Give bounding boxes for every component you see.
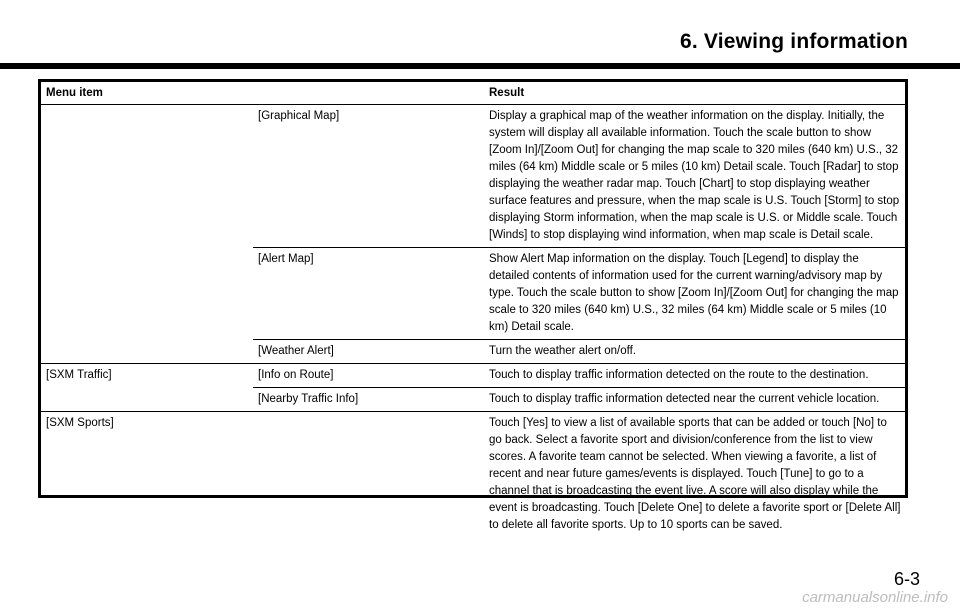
header-rule [0,63,960,69]
result-cell: Touch [Yes] to view a list of available sports that can be added or touch [No] to go back. Select a favorite sport and division/conference from the list to view scores. A favorite team cannot be selected. When viewing a favorite, a list of recent and near future games/events is displayed. Touch [Tune] to go to a channel that is broadcasting the event live. A score will also display while the event is broadcasting. Touch [Delete One] to delete a favorite sport or [Delete All] to delete all favorite sports. Up to 10 sports can be saved. [484,412,905,538]
result-cell: Touch to display traffic information detected near the current vehicle location. [484,388,905,412]
menu-item-cell: [SXM Sports] [41,412,484,538]
page-number: 6-3 [893,569,920,589]
column-header-result: Result [484,82,905,105]
submenu-item-cell: [Info on Route] [253,364,484,388]
submenu-item-cell: [Graphical Map] [258,110,340,122]
result-cell: Show Alert Map information on the display. Touch [Legend] to display the detailed contents of information used for the current warning/advisory map by type. Touch the scale button to show [Zoom In]/[Zoom Out] for changing the map scale to 320 miles (640 km) U.S., 32 miles (64 km) Middle scale or 5 miles (10 km) Detail scale. [484,248,905,340]
table-row [41,412,905,538]
menu-item-cell: [SXM Traffic] [41,364,253,412]
menu-item-cell [41,105,253,364]
column-header-menu-item: Menu item [41,82,484,105]
table-header-row [41,82,905,105]
chapter-title: 6. Viewing information [679,30,908,53]
result-cell: Turn the weather alert on/off. [484,340,905,364]
watermark: carmanualsonline.info [802,589,948,606]
submenu-item-cell: [Weather Alert] [253,340,484,364]
table-row [41,105,905,248]
table-row [41,364,905,388]
result-cell: Touch to display traffic information detected on the route to the destination. [484,364,905,388]
submenu-item-cell: [Alert Map] [253,248,484,340]
menu-table [38,79,908,531]
submenu-item-cell: [Nearby Traffic Info] [253,388,484,412]
result-cell: Display a graphical map of the weather information on the display. Initially, the system will display all available information. Touch the scale button to show [Zoom In]/[Zoom Out] for changing the map scale to 320 miles (640 km) U.S., 32 miles (64 km) Middle scale or 5 miles (10 km) Detail scale. Touch [Radar] to stop displaying the weather radar map. Touch [Chart] to stop displaying weather surface features and pressure, when the map scale is U.S. Touch [Storm] to stop displaying Storm information, when the map scale is U.S. or Middle scale. Touch [Winds] to stop displaying wind information, when map scale is Detail scale. [489,110,900,241]
